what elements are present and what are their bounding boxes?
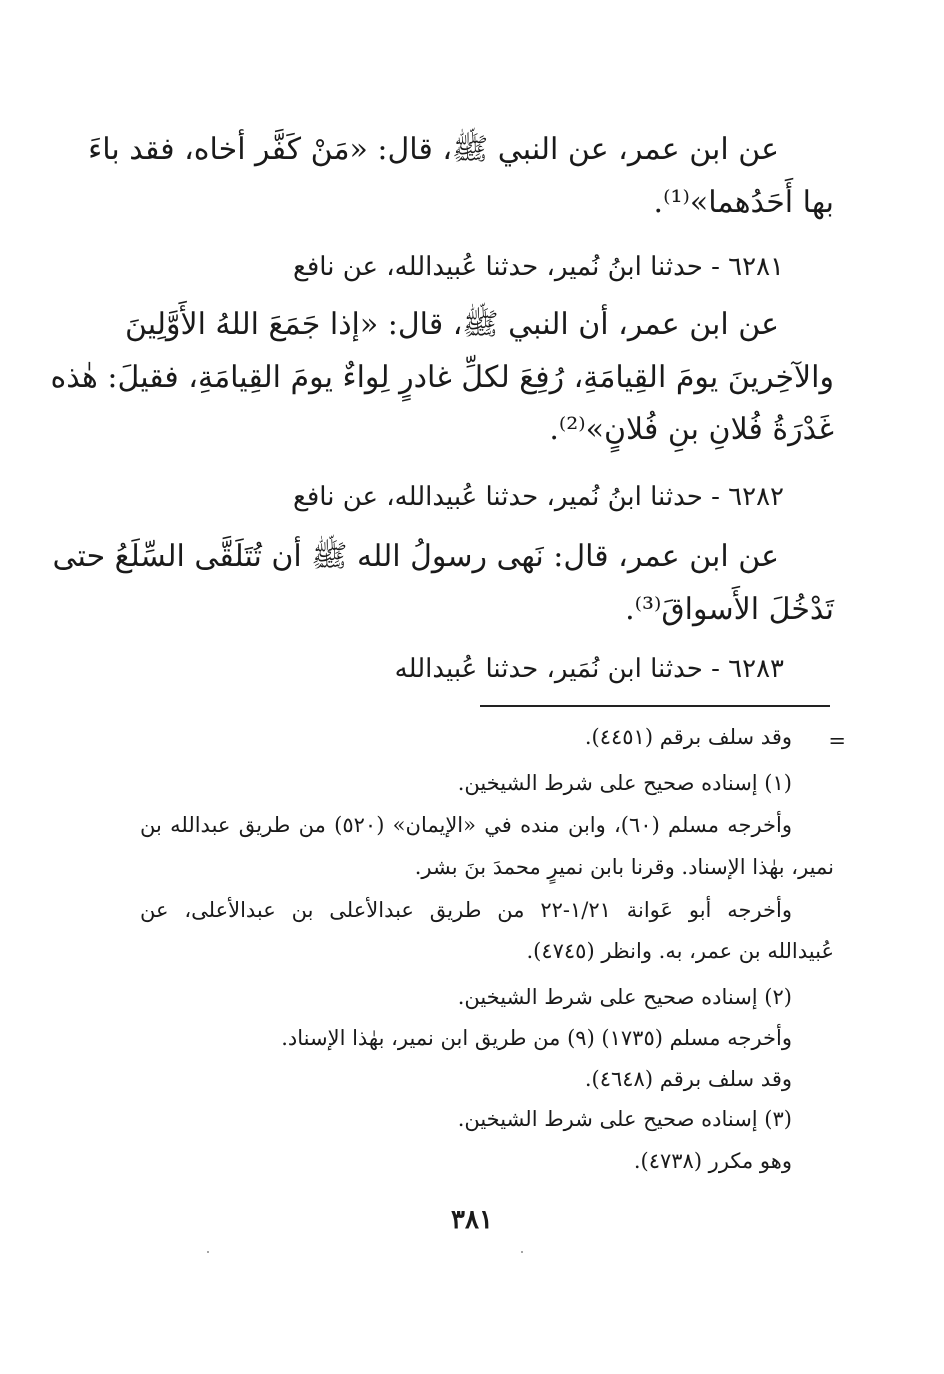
hadith-6281-line-3: غَدْرَةُ فُلانِ بنِ فُلانٍ»⁽²⁾. [549, 412, 834, 447]
hadith-6282-isnad: ٦٢٨٢ - حدثنا ابنُ نُمير، حدثنا عُبيدالله، عن نافع [293, 482, 784, 512]
hadith-6282-line-2: تَدْخُلَ الأَسواقَ⁽³⁾. [625, 592, 834, 627]
footnote-1-line-1: (١) إسناده صحيح على شرط الشيخين. [457, 771, 792, 795]
hadith-6281-isnad: ٦٢٨١ - حدثنا ابنُ نُمير، حدثنا عُبيدالله، عن نافع [293, 252, 784, 282]
hadith-6280-line-2: بها أَحَدُهما»⁽¹⁾. [653, 185, 834, 220]
footnote-continuation-mark: = [828, 729, 846, 753]
hadith-6282-line-1: عن ابن عمر، قال: نَهى رسولُ الله ﷺ أن تُتَلَقَّى السِّلَعُ حتى [52, 539, 779, 574]
scan-speck [207, 1251, 209, 1253]
footnote-1-line-3: نمير، بهٰذا الإسناد. وقرنا بابن نميرٍ محمدَ بنَ بشر. [414, 855, 834, 879]
footnote-1-line-4: وأخرجه أبو عَوانة ١/٢١-٢٢ من طريق عبدالأعلى بن عبدالأعلى، عن [140, 898, 792, 922]
page-number: ٣٨١ [451, 1205, 493, 1235]
hadith-6281-line-1: عن ابن عمر، أن النبي ﷺ، قال: «إذا جَمَعَ اللهُ الأَوَّلِينَ [124, 307, 779, 342]
footnote-1-line-5: عُبيدالله بن عمر، به. وانظر (٤٧٤٥). [526, 939, 834, 963]
footnote-1-line-2: وأخرجه مسلم (٦٠)، وابن منده في «الإيمان» (٥٢٠) من طريق عبدالله بن [140, 813, 793, 837]
footnote-2-line-3: وقد سلف برقم (٤٦٤٨). [584, 1067, 792, 1091]
footnote-2-line-2: وأخرجه مسلم (١٧٣٥) (٩) من طريق ابن نمير، بهٰذا الإسناد. [281, 1026, 792, 1050]
footnote-prev-note: وقد سلف برقم (٤٤٥١). [584, 725, 792, 749]
footnote-3-line-2: وهو مكرر (٤٧٣٨). [633, 1149, 792, 1173]
footnote-3-line-1: (٣) إسناده صحيح على شرط الشيخين. [457, 1107, 792, 1131]
footnote-2-line-1: (٢) إسناده صحيح على شرط الشيخين. [457, 985, 792, 1009]
scan-speck [521, 1251, 523, 1253]
hadith-6280-line-1: عن ابن عمر، عن النبي ﷺ، قال: «مَنْ كَفَّر أخاه، فقد باءَ [88, 132, 779, 167]
hadith-6281-line-2: والآخِرينَ يومَ القِيامَةِ، رُفِعَ لكلِّ غادرٍ لِواءٌ يومَ القِيامَةِ، فقيلَ: هٰذه [50, 360, 834, 395]
hadith-6283-isnad: ٦٢٨٣ - حدثنا ابن نُمَير، حدثنا عُبيدالله [394, 654, 784, 684]
footnote-divider [480, 705, 830, 707]
